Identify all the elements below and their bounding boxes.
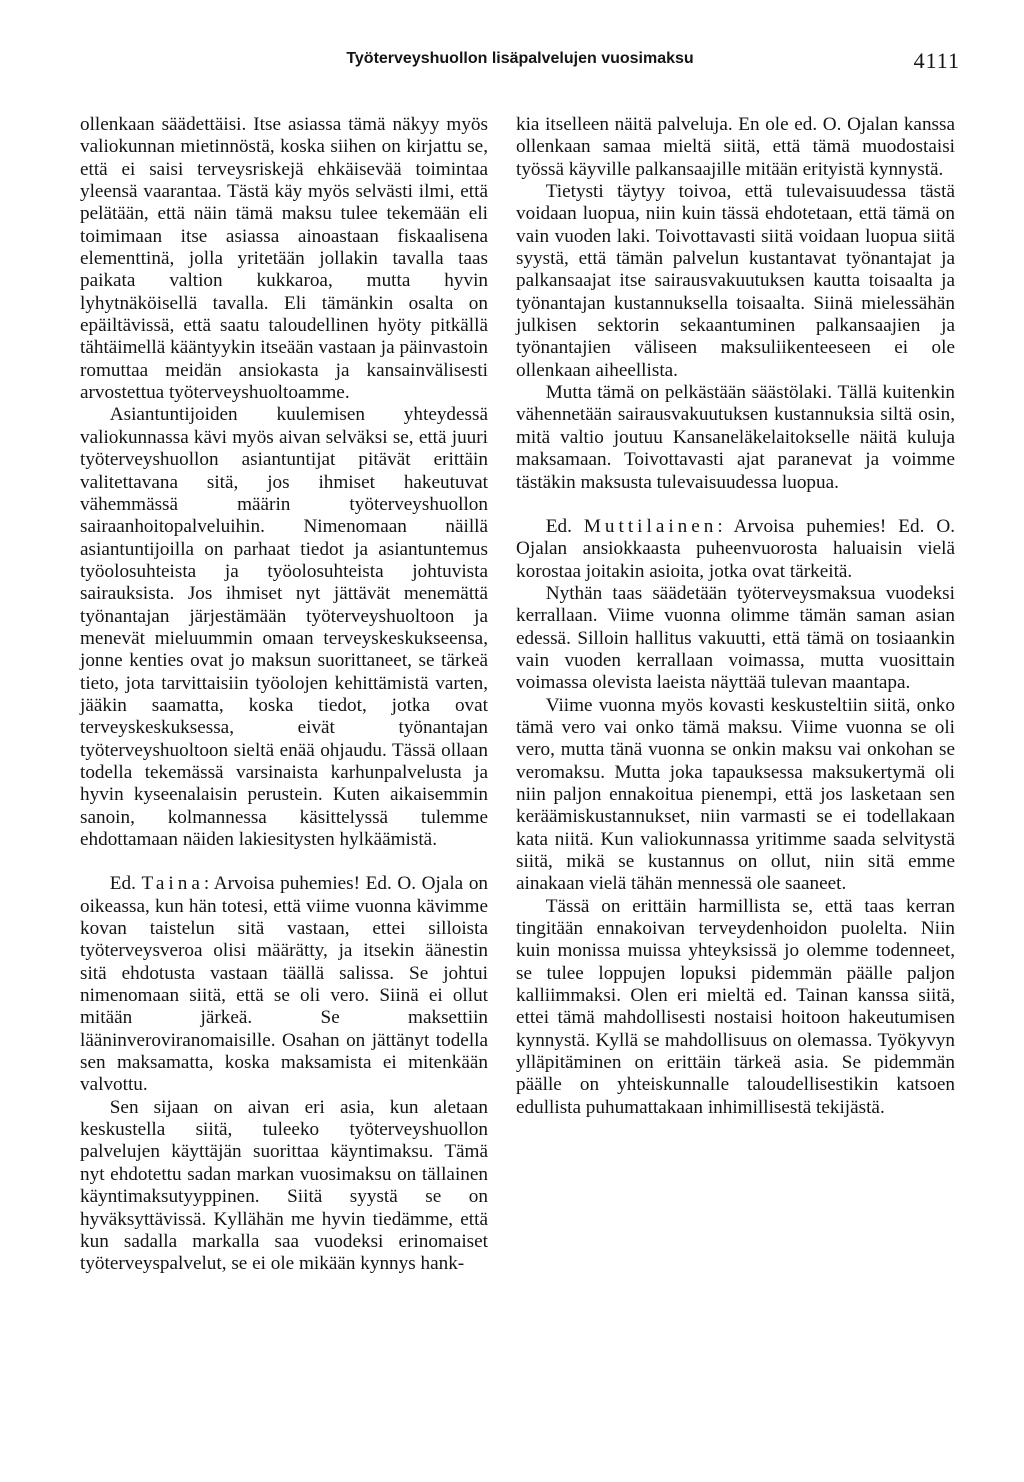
paragraph-right-3: Mutta tämä on pelkästään säästölaki. Tällä kuitenkin vähennetään sairausvakuutuksen kustannuksia siltä osin, mitä valtio joutuu Kansaneläkelaitokselle näitä kuluja maksamaan. Toivottavasti ajat paranevat ja voimme tästäkin maksusta tulevaisuudessa luopua.	[516, 382, 955, 493]
paragraph-left-2: Asiantuntijoiden kuulemisen yhteydessä valiokunnassa kävi myös aivan selväksi se, että juuri työterveyshuollon asiantuntijat pitävät erittäin valitettavana sitä, jos ihmiset hakeutuvat vähemmässä määrin työterveyshuollon sairaanhoitopalveluihin. Nimenomaan näillä asiantuntijoilla on parhaat tiedot ja asiantuntemus työolosuhteista ja työolosuhteista johtuvista sairauksista. Jos ihmiset nyt jättävät menemättä työnantajan järjestämään työterveyshuoltoon ja menevät mieluummin omaan terveyskeskukseensa, jonne kenties ovat jo maksun suorittaneet, se tärkeä tieto, jota tarvittaisiin työolojen kehittämistä varten, jääkin saamatta, koska tiedot, jotka ovat terveyskeskuksessa, eivät työnantajan työterveyshuoltoon sieltä enää ohjaudu. Tässä ollaan todella tekemässä varsinaista karhunpalvelusta ja hyvin kyseenalaisin perustein. Kuten aikaisemmin sanoin, kolmannessa käsittelyssä tulemme ehdottamaan näiden lakiesitysten hylkäämistä.	[80, 404, 488, 850]
paragraph-right-5: Nythän taas säädetään työterveysmaksua vuodeksi kerrallaan. Viime vuonna olimme tämän saman asian edessä. Silloin hallitus vakuutti, että tämä on tosiaankin vain vuoden kerrallaan voimassa, mutta vuosittain voimassa olevista laeista näyttää tulevan maantapa.	[516, 582, 955, 694]
page-number: 4111	[913, 48, 960, 73]
speech-muttilainen	[516, 516, 955, 583]
speaker-name-taina: Taina	[141, 873, 204, 895]
speaker-name-muttilainen: Muttilainen	[583, 515, 718, 537]
speaker-prefix: Ed.	[109, 873, 136, 895]
speaker-prefix: Ed.	[545, 515, 572, 537]
speech-muttilainen-text: : Arvoisa puhemies! Ed. O. Ojalan ansiokkaasta puheenvuorosta haluaisin vielä korostaa joitakin asioita, jotka ovat tärkeitä.	[516, 515, 956, 582]
paragraph-right-7: Tässä on erittäin harmillista se, että taas kerran tingitään ennakoivan terveydenhoidon puolelta. Niin kuin monissa muissa yhteyksissä jo olemme todenneet, se tulee loppujen lopuksi pidemmän päälle paljon kalliimmaksi. Olen eri mieltä ed. Tainan kanssa siitä, ettei tämä mahdollisesti nostaisi hoitoon hakeutumisen kynnystä. Kyllä se mahdollisuus on olemassa. Työkyvyn ylläpitäminen on erittäin tärkeä asia. Se pidemmän päälle on yhteiskunnalle taloudellisestikin katsoen edullista puhumattakaan inhimillisestä tekijästä.	[516, 895, 955, 1118]
speech-taina	[80, 873, 488, 1096]
speech-taina-text: : Arvoisa puhemies! Ed. O. Ojala on oikeassa, kun hän totesi, että viime vuonna kävimme kovan taistelun sitä vastaan, ettei silloista työterveysveroa olisi määrätty, ja itsekin äänestin sitä ehdotusta vastaan täällä salissa. Se johtui nimenomaan siitä, että se oli vero. Siinä ei ollut mitään järkeä. Se maksettiin lääninveroviranomaisille. Osahan on jättänyt todella sen maksamatta, koska maksamista ei mitenkään valvottu.	[80, 873, 489, 1096]
right-column	[516, 114, 955, 1119]
left-column	[80, 114, 488, 1276]
paragraph-right-6: Viime vuonna myös kovasti keskusteltiin siitä, onko tämä vero vai onko tämä maksu. Viime vuonna se oli vero, mutta tänä vuonna se onkin maksu vai onkohan se veromaksu. Mutta joka tapauksessa maksukertymä oli niin paljon ennakoitua pienempi, että jos lasketaan sen keräämiskustannukset, niin varmasti se ei todellakaan kata niitä. Kun valiokunnassa yritimme saada selvitystä siitä, mikä se kustannus on ollut, niin sitä emme ainakaan vielä tähän mennessä ole saaneet.	[516, 694, 955, 895]
paragraph-right-1: kia itselleen näitä palveluja. En ole ed. O. Ojalan kanssa ollenkaan samaa mieltä siitä, että tämä muodostaisi työssä käyville palkansaajille mitään erityistä kynnystä.	[516, 114, 955, 180]
page-header	[80, 50, 960, 78]
paragraph-left-4: Sen sijaan on aivan eri asia, kun aletaan keskustella siitä, tuleeko työterveyshuollon palvelujen käyttäjän suorittaa käyntimaksu. Tämä nyt ehdotettu sadan markan vuosimaksu on tällainen käyntimaksutyyppinen. Siitä syystä se on hyväksyttävissä. Kyllähän me hyvin tiedämme, että kun sadalla markalla saa vuodeksi erinomaiset työterveyspalvelut, se ei ole mikään kynnys hank-	[80, 1096, 488, 1275]
paragraph-left-1: ollenkaan säädettäisi. Itse asiassa tämä näkyy myös valiokunnan mietinnöstä, koska siihen on kirjattu se, että ei saisi terveysriskejä ehkäisevää toimintaa yleensä vaarantaa. Tästä käy myös selvästi ilmi, että pelätään, että näin tämä maksu tulee tekemään eli toimimaan itse asiassa ainoastaan fiskaalisena elementtinä, jolla yritetään jollakin tavalla taas paikata valtion kukkaroa, mutta hyvin lyhytnäköisellä tavalla. Eli tämänkin osalta on epäiltävissä, että saatu taloudellinen hyöty pitkällä tähtäimellä kääntyykin itseään vastaan ja päinvastoin romuttaa meidän ansiokasta ja kansainvälisesti arvostettua työterveyshuoltoamme.	[80, 114, 488, 404]
running-title: Työterveyshuollon lisäpalvelujen vuosimaksu	[346, 50, 694, 67]
paragraph-right-2: Tietysti täytyy toivoa, että tulevaisuudessa tästä voidaan luopua, niin kuin tässä ehdotetaan, että tämä on vain vuoden laki. Toivottavasti siitä voidaan luopua siitä syystä, että tämän palvelun kustantavat työnantajat ja palkansaajat itse sairausvakuutuksen kautta toisaalta ja työnantajan kustannuksella toisaalta. Siinä mielessähän julkisen sektorin sekaantuminen palkansaajien ja työnantajien väliseen maksuliikenteeseen ei ole ollenkaan aiheellista.	[516, 181, 955, 381]
